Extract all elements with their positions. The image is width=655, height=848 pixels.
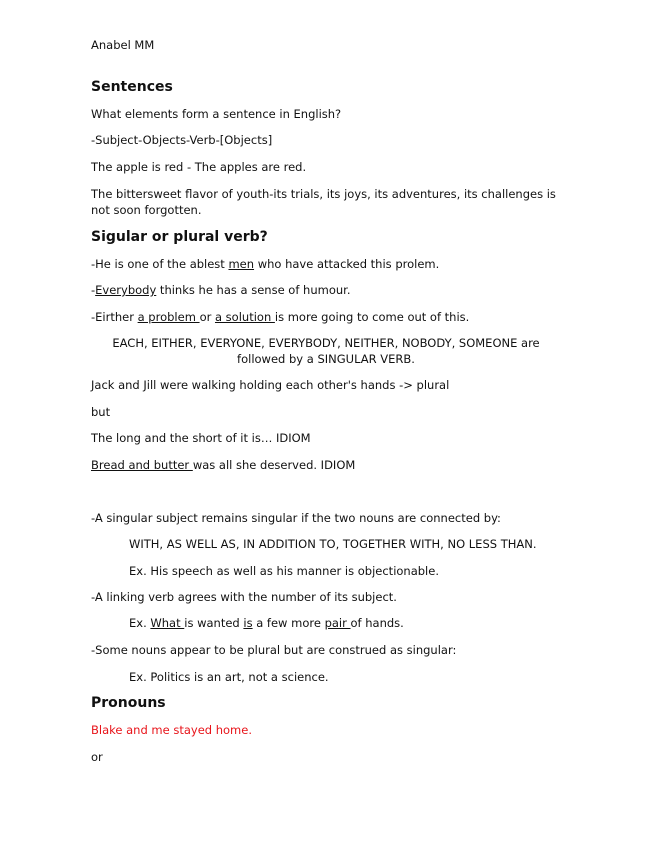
example-politics: Ex. Politics is an art, not a science. bbox=[129, 670, 329, 684]
paragraph-bread-butter: Bread and butter was all she deserved. IDIOM bbox=[91, 458, 356, 472]
paragraph-either: -Eirther a problem or a solution is more going to come out of this. bbox=[91, 310, 470, 324]
heading-sentences: Sentences bbox=[91, 79, 173, 95]
paragraph-apple-example: The apple is red - The apples are red. bbox=[91, 160, 307, 174]
paragraph-singular-subject-rule: -A singular subject remains singular if the two nouns are connected by: bbox=[91, 511, 501, 525]
underlined-word: What bbox=[150, 616, 185, 630]
paragraph-idiom-long-short: The long and the short of it is… IDIOM bbox=[91, 431, 311, 445]
paragraph-everybody: -Everybody thinks he has a sense of humour. bbox=[91, 283, 351, 297]
author-name: Anabel MM bbox=[91, 38, 155, 52]
connectors-list: WITH, AS WELL AS, IN ADDITION TO, TOGETHER WITH, NO LESS THAN. bbox=[129, 537, 537, 551]
paragraph-question: What elements form a sentence in English? bbox=[91, 107, 342, 121]
underlined-word: Everybody bbox=[95, 283, 157, 297]
paragraph-ablest-men: -He is one of the ablest men who have attacked this prolem. bbox=[91, 257, 440, 271]
heading-singular-plural: Sigular or plural verb? bbox=[91, 229, 268, 245]
underlined-word: is bbox=[243, 616, 253, 630]
paragraph-structure: -Subject-Objects-Verb-[Objects] bbox=[91, 133, 273, 147]
example-speech: Ex. His speech as well as his manner is objectionable. bbox=[129, 564, 439, 578]
underlined-word: men bbox=[228, 257, 255, 271]
underlined-phrase: a problem bbox=[137, 310, 200, 324]
heading-pronouns: Pronouns bbox=[91, 695, 166, 711]
example-what-is-wanted: Ex. What is wanted is a few more pair of hands. bbox=[129, 616, 404, 630]
paragraph-linking-verb-rule: -A linking verb agrees with the number of its subject. bbox=[91, 590, 397, 604]
paragraph-jack-jill: Jack and Jill were walking holding each other's hands -> plural bbox=[91, 378, 450, 392]
paragraph-youth-example: The bittersweet flavor of youth-its trials, its joys, its adventures, its challenges is not soon forgotten. bbox=[91, 187, 556, 217]
paragraph-plural-nouns-rule: -Some nouns appear to be plural but are construed as singular: bbox=[91, 643, 457, 657]
underlined-phrase: a solution bbox=[214, 310, 275, 324]
paragraph-or: or bbox=[91, 750, 103, 764]
paragraph-but: but bbox=[91, 405, 111, 419]
underlined-word: pair bbox=[324, 616, 351, 630]
rule-singular-verb: EACH, EITHER, EVERYONE, EVERYBODY, NEITHER, NOBODY, SOMEONE are followed by a SINGULAR VERB. bbox=[112, 336, 540, 366]
example-wrong-pronoun: Blake and me stayed home. bbox=[91, 723, 252, 737]
underlined-phrase: Bread and butter bbox=[91, 458, 193, 472]
